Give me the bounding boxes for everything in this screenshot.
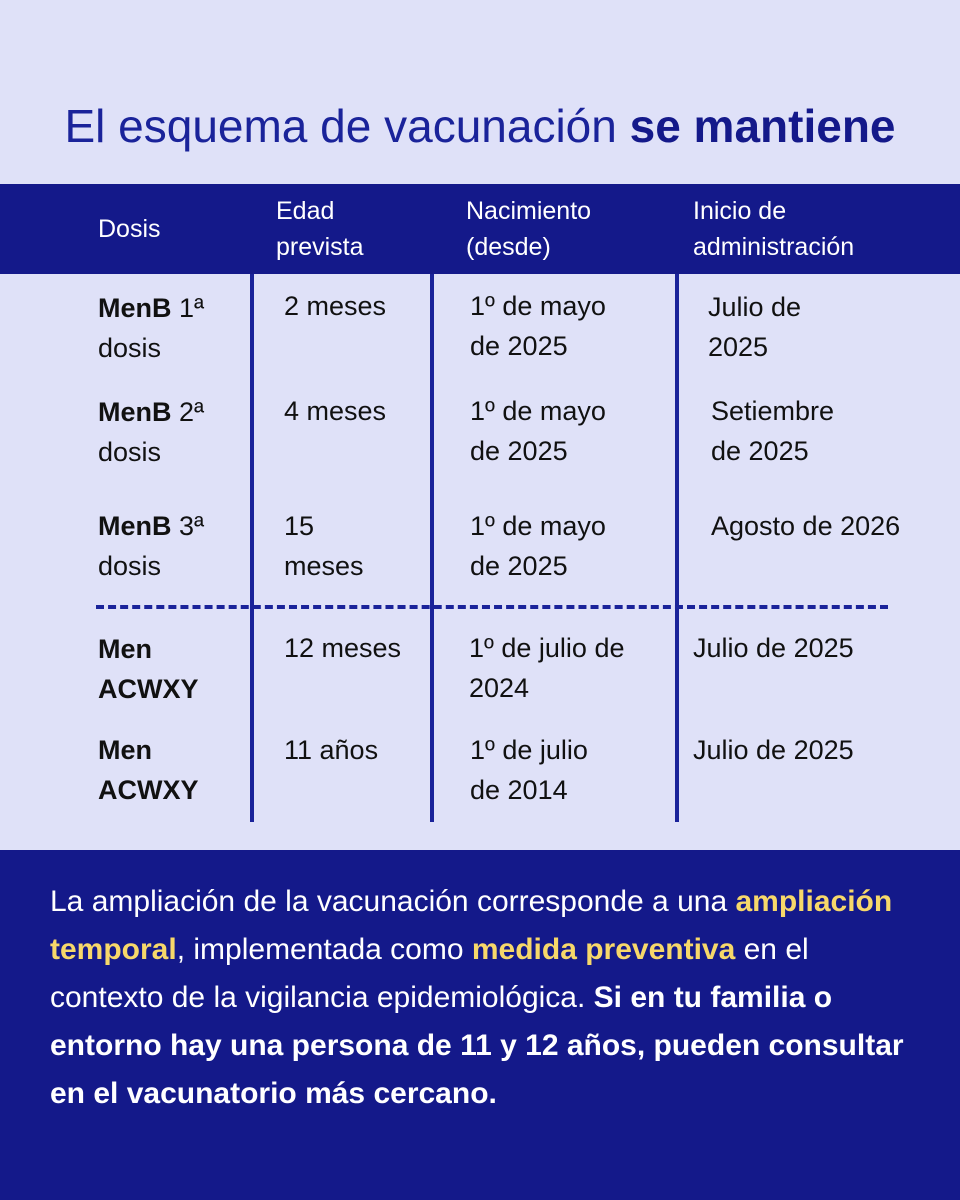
info-footer xyxy=(0,850,960,1200)
row-3-nacimiento: 1º de mayo de 2025 xyxy=(470,511,606,581)
table-body xyxy=(0,274,960,822)
row-3-inicio: Agosto de 2026 xyxy=(711,511,901,541)
row-4-inicio: Julio de 2025 xyxy=(693,633,854,663)
row-4-edad: 12 meses xyxy=(284,633,402,663)
row-5-nacimiento: 1º de julio de 2014 xyxy=(470,735,588,805)
row-5-edad: 11 años xyxy=(284,735,379,765)
row-1-edad: 2 meses xyxy=(284,291,387,321)
table-header xyxy=(0,184,960,274)
row-4-dosis: Men ACWXY xyxy=(98,634,199,704)
row-1-nacimiento: 1º de mayo de 2025 xyxy=(470,291,606,361)
header-inicio: Inicio de administración xyxy=(693,197,855,261)
header-dosis: Dosis xyxy=(98,215,161,243)
row-2-inicio: Setiembre de 2025 xyxy=(711,396,835,466)
column-divider xyxy=(250,274,254,822)
row-1-inicio: Julio de 2025 xyxy=(708,292,802,362)
row-4-nacimiento: 1º de julio de 2024 xyxy=(469,633,625,703)
header-nacimiento: Nacimiento (desde) xyxy=(466,197,592,261)
highlight-temporal: ampliación temporal xyxy=(50,885,893,966)
highlight-preventiva: medida preventiva xyxy=(471,933,736,966)
row-2-dosis: MenB 2ª dosis xyxy=(98,397,205,467)
row-2-edad: 4 meses xyxy=(284,396,387,426)
column-divider xyxy=(675,274,679,822)
dashed-separator xyxy=(96,605,888,609)
page-title: El esquema de vacunación se mantiene xyxy=(64,100,896,152)
column-divider xyxy=(430,274,434,822)
row-5-dosis: Men ACWXY xyxy=(98,735,199,805)
row-5-inicio: Julio de 2025 xyxy=(693,735,854,765)
row-1-dosis: MenB 1ª dosis xyxy=(98,293,205,363)
row-3-edad: 15 meses xyxy=(284,511,364,581)
row-3-dosis: MenB 3ª dosis xyxy=(98,511,205,581)
row-2-nacimiento: 1º de mayo de 2025 xyxy=(470,396,606,466)
header-edad: Edad prevista xyxy=(276,197,364,261)
footer-text: La ampliación de la vacunación corresponde a una ampliación temporal, implementada como medida preventiva en el contexto de la vigilancia epidemiológica. Si en tu familia o entorno hay una persona de 11 y 12 años, pueden consultar en el vacunatorio más cercano. xyxy=(50,885,904,1110)
footer-callout: Si en tu familia o entorno hay una persona de 11 y 12 años, pueden consultar en el vacunatorio más cercano. xyxy=(50,981,904,1110)
